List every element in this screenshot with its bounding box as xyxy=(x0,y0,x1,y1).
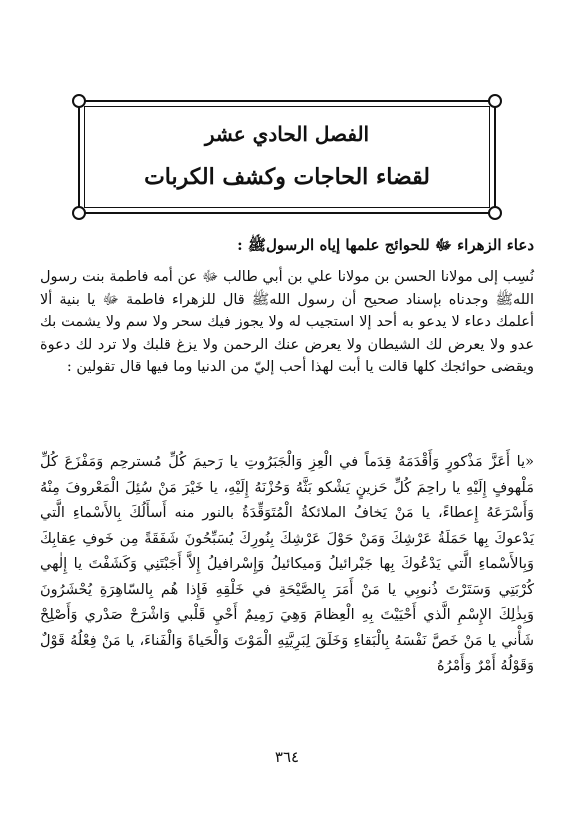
frame-corner-ornament xyxy=(72,94,86,108)
narration-paragraph: نُسِب إلى مولانا الحسن بن مولانا علي بن أبي طالب ﷻ عن أمه فاطمة بنت رسول اللهﷺ وجدناه بإسناد صحيح أن رسول اللهﷺ قال للزهراء فاطمة ﷻ يا بنية ألا أعلمك دعاء لا يدعو به أحد إلا استجيب له ولا يجوز فيك سحر ولا سم ولا يشمت بك عدو ولا يعرض لك الشيطان ولا يعرض عنك الرحمن ولا يزغ قلبك ولا ترد لك دعوة ويقضى حوائجك كلها قالت يا أبت لهذا أحب إليّ من الدنيا وما فيها قال تقولين : xyxy=(40,269,534,375)
frame-corner-ornament xyxy=(72,206,86,220)
chapter-title: الفصل الحادي عشر xyxy=(204,122,370,146)
frame-corner-ornament xyxy=(488,206,502,220)
chapter-title-frame xyxy=(78,100,496,214)
section-heading: دعاء الزهراء ﷻ للحوائج علمها إياه الرسولﷺ : xyxy=(237,236,534,254)
page-number: ٣٦٤ xyxy=(274,748,300,766)
frame-corner-ornament xyxy=(488,94,502,108)
chapter-subtitle: لقضاء الحاجات وكشف الكربات xyxy=(144,164,430,190)
supplication-text: «يا أَعَزَّ مَذْكورٍ وَأَقْدَمَهُ قِدَماً في الْعِزِ وَالْجَبَرُوتِ يا رَحيمَ كُلِّ مُسترحِم وَمَفْزَعَ كُلِّ مَلْهوفٍ إِلَيْهِ يا راحِمَ كُلِّ حَزينٍ يَشْكو بَثَّهُ وَحُزْنَهُ إِلَيْهِ، يا خَيْرَ مَنْ سُئِلَ الْمَعْروفَ مِنْهُ وَأَسْرَعَهُ إِعطاءً، يا مَنْ يَخافُ الملائكةُ الْمُتَوَقِّدَةُ بالنور منه أَسأَلُكَ بِالأَسْماءِ الَّتي يَدْعوكَ بِها حَمَلَةُ عَرْشِكَ وَمَنْ حَوْلَ عَرْشِكَ بِنُورِكَ يُسَبِّحُونَ شَفَقَةً مِن خَوفِ عِقابِكَ وَبِالأَسْماءِ الَّتي يَدْعُوكَ بِها جَبْرائيلُ وَميكائيلُ وَإِسْرافيلُ إِلاَّ أَجَبْتَنِي وَكَشَفْتَ يا إِلٰهي كُرْبَتِي وَسَتَرْتَ ذُنوبِي يا مَنْ أَمَرَ بِالصَّيْحَةِ في خَلْقِهِ فَإِذا هُم بِالسّاهِرَةِ يُحْشَرُونَ وَبِذٰلِكَ الإِسْمِ الَّذي أَحْيَيْتَ بِهِ الْعِظامَ وَهِيَ رَمِيمٌ أَحْيِ قَلْبي وَاشْرَحْ صَدْري وَأَصْلِحْ شَأْني يا مَنْ خَصَّ نَفْسَهُ بِالْبَقاءِ وَخَلَقَ لِبَرِيَّتِهِ الْمَوْتَ وَالْحَياةَ وَالْفَناءَ، يا مَنْ فِعْلُهُ قَوْلٌ وَقَوْلُهُ أَمْرٌ وَأَمْرُهُ xyxy=(40,454,534,674)
